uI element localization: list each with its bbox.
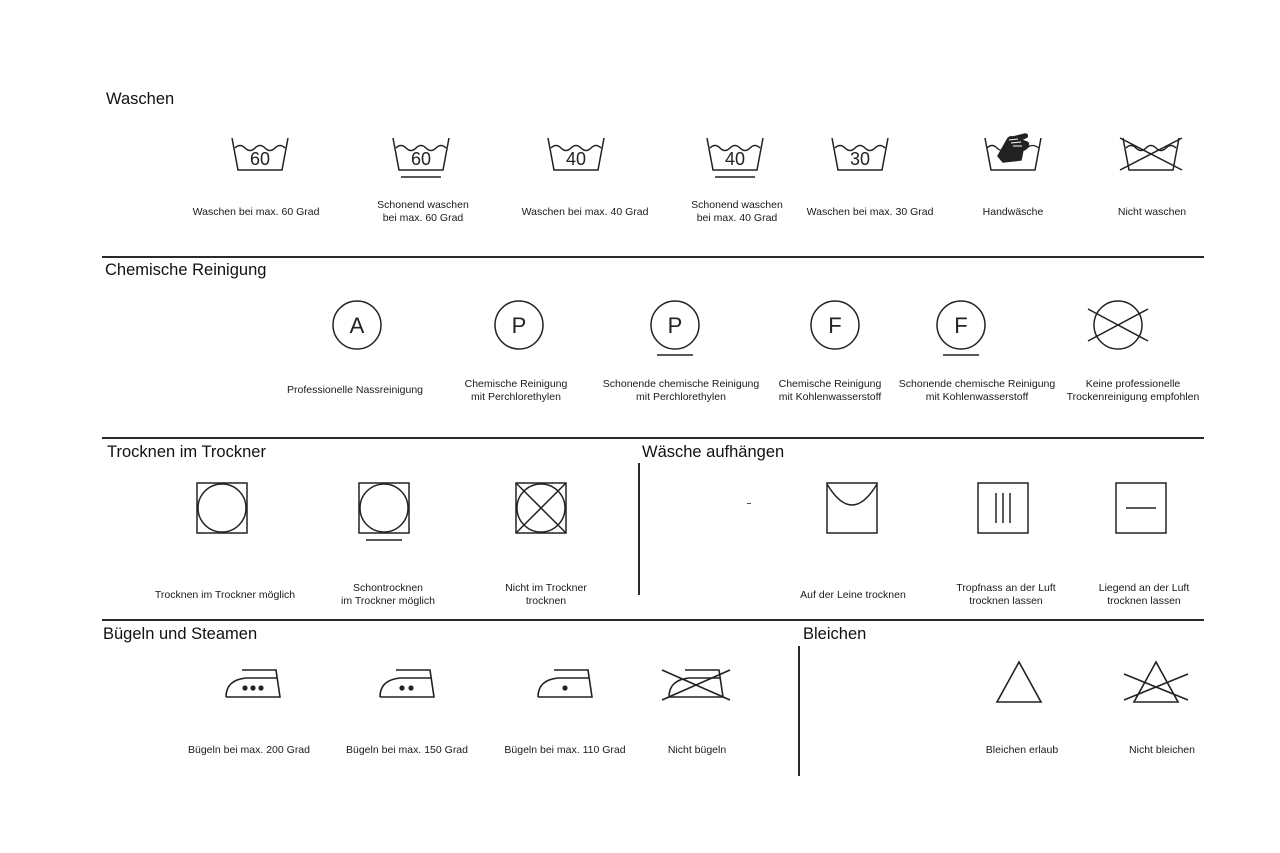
no-wash-icon [1118, 132, 1184, 176]
no-tumble-dry-icon [515, 482, 567, 534]
circle-a-icon [332, 300, 382, 350]
iron-two-dots-icon [378, 666, 436, 700]
heading-trocknen-im-trockner: Trocknen im Trockner [107, 443, 266, 461]
label-nicht-bleichen: Nicht bleichen [1129, 744, 1195, 756]
iron-three-dots-icon [224, 666, 282, 700]
heading-chemische-reinigung: Chemische Reinigung [105, 261, 267, 279]
flat-dry-icon [1115, 482, 1167, 534]
label-buegeln-110: Bügeln bei max. 110 Grad [504, 744, 626, 756]
divider-buegeln [102, 619, 1204, 621]
svg-text:P: P [667, 313, 683, 338]
wash-tub-40-icon [544, 132, 608, 176]
label-perchlorethylen: Chemische Reinigung mit Perchlorethylen [464, 378, 568, 403]
svg-text:30: 30 [849, 149, 871, 169]
bleach-triangle-icon [995, 660, 1043, 704]
label-nicht-buegeln: Nicht bügeln [667, 744, 727, 756]
no-bleach-icon [1122, 660, 1190, 704]
line-dry-icon [826, 482, 878, 534]
circle-f-icon [810, 300, 860, 350]
label-schontrocknen: Schontrocknen im Trockner möglich [341, 582, 435, 607]
divider-chemisch [102, 256, 1204, 258]
svg-text:F: F [828, 313, 842, 338]
label-waschen-40: Waschen bei max. 40 Grad [521, 206, 649, 218]
label-nassreinigung: Professionelle Nassreinigung [287, 384, 423, 396]
label-tropfnass: Tropfnass an der Luft trocknen lassen [956, 582, 1056, 607]
tumble-dry-gentle-icon [358, 482, 410, 542]
wash-tub-60-gentle-icon [389, 132, 453, 180]
svg-text:40: 40 [724, 149, 746, 169]
svg-text:P: P [511, 313, 527, 338]
drip-dry-icon [977, 482, 1029, 534]
label-kohlenwasserstoff-schonend: Schonende chemische Reinigung mit Kohlenwasserstoff [898, 378, 1056, 403]
label-waschen-40-schonend: Schonend waschen bei max. 40 Grad [691, 199, 783, 224]
no-dry-clean-icon [1086, 298, 1150, 352]
label-buegeln-150: Bügeln bei max. 150 Grad [346, 744, 468, 756]
label-trocknen-moeglich: Trocknen im Trockner möglich [154, 589, 296, 601]
label-buegeln-200: Bügeln bei max. 200 Grad [188, 744, 310, 756]
circle-p-gentle-icon [650, 300, 700, 358]
heading-bleichen: Bleichen [803, 625, 867, 643]
svg-text:40: 40 [565, 149, 587, 169]
svg-text:F: F [954, 313, 968, 338]
heading-waschen: Waschen [106, 90, 175, 108]
tumble-dry-icon [196, 482, 248, 534]
label-kohlenwasserstoff: Chemische Reinigung mit Kohlenwasserstoff [778, 378, 882, 403]
iron-one-dot-icon [536, 666, 594, 700]
wash-tub-40-gentle-icon [703, 132, 767, 180]
hand-wash-icon [981, 130, 1045, 176]
wash-tub-30-icon [828, 132, 892, 176]
label-waschen-60: Waschen bei max. 60 Grad [192, 206, 320, 218]
wash-tub-60-icon [228, 132, 292, 176]
label-handwaesche: Handwäsche [982, 206, 1044, 218]
label-waschen-60-schonend: Schonend waschen bei max. 60 Grad [377, 199, 469, 224]
label-waschen-30: Waschen bei max. 30 Grad [806, 206, 934, 218]
divider-trocknen [102, 437, 1204, 439]
label-nicht-im-trockner: Nicht im Trockner trocknen [505, 582, 587, 607]
svg-text:60: 60 [410, 149, 432, 169]
heading-buegeln-und-steamen: Bügeln und Steamen [103, 625, 258, 643]
stray-dash [747, 503, 751, 504]
heading-waesche-aufhaengen: Wäsche aufhängen [642, 443, 785, 461]
divider-trockner-aufhaengen [638, 463, 640, 595]
label-keine-trockenreinigung: Keine professionelle Trockenreinigung empfohlen [1066, 378, 1200, 403]
label-bleichen-erlaubt: Bleichen erlaub [985, 744, 1059, 756]
svg-text:60: 60 [249, 149, 271, 169]
divider-buegeln-bleichen [798, 646, 800, 776]
circle-f-gentle-icon [936, 300, 986, 358]
label-perchlorethylen-schonend: Schonende chemische Reinigung mit Perchlorethylen [602, 378, 760, 403]
label-nicht-waschen: Nicht waschen [1117, 206, 1187, 218]
label-liegend: Liegend an der Luft trocknen lassen [1098, 582, 1190, 607]
svg-text:A: A [349, 313, 365, 338]
label-leine: Auf der Leine trocknen [800, 589, 906, 601]
no-iron-icon [660, 662, 732, 702]
circle-p-icon [494, 300, 544, 350]
